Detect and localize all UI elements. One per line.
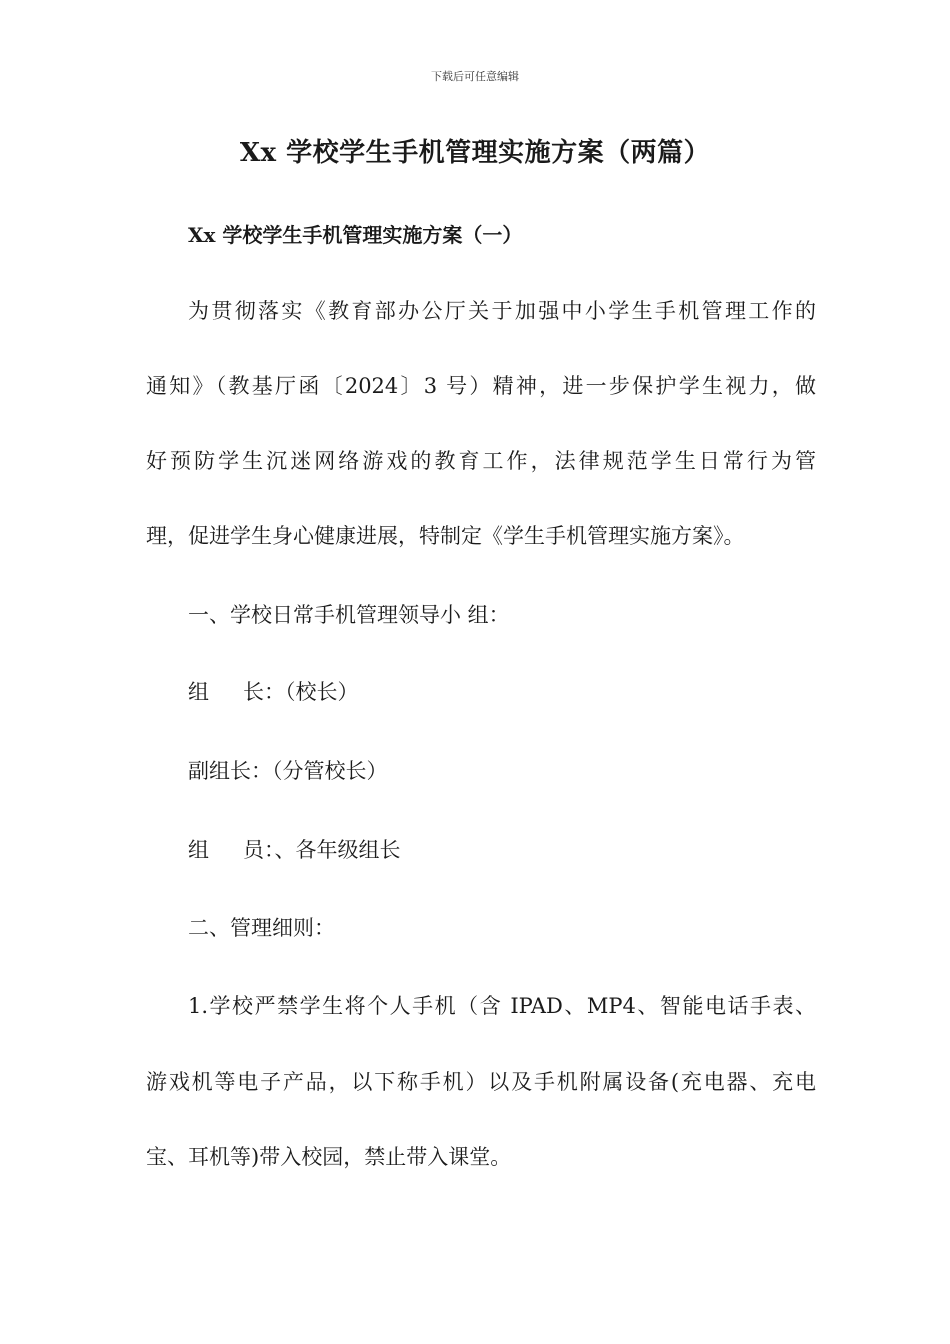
member-label-b: 员：、各年级组长 xyxy=(243,838,401,862)
intro-line-3: 好预防学生沉迷网络游戏的教育工作，法律规范学生日常行为管 xyxy=(146,449,816,473)
leader-label-a: 组 xyxy=(188,680,209,704)
header-note: 下载后可任意编辑 xyxy=(431,70,519,83)
member-line xyxy=(188,835,816,865)
section1-heading: 一、学校日常手机管理领导小 组： xyxy=(188,603,510,627)
intro-line-2: 通知》（教基厅函〔2024〕3 号）精神，进一步保护学生视力，做 xyxy=(146,374,816,398)
member-label-a: 组 xyxy=(188,838,209,862)
leader-label-b: 长：（校长） xyxy=(243,680,359,704)
rule1-line-3: 宝、耳机等)带入校园，禁止带入课堂。 xyxy=(146,1145,512,1169)
deputy-leader-line: 副组长：（分管校长） xyxy=(188,759,388,783)
section-title: Xx 学校学生手机管理实施方案（一） xyxy=(188,223,523,247)
intro-line-4: 理，促进学生身心健康进展，特制定《学生手机管理实施方案》。 xyxy=(146,524,745,548)
leader-line xyxy=(188,677,816,707)
section2-heading: 二、管理细则： xyxy=(188,916,335,940)
rule1-line-1: 1.学校严禁学生将个人手机（含 IPAD、MP4、智能电话手表、 xyxy=(188,994,816,1018)
rule1-line-2: 游戏机等电子产品，以下称手机）以及手机附属设备(充电器、充电 xyxy=(146,1070,816,1094)
intro-line-1: 为贯彻落实《教育部办公厅关于加强中小学生手机管理工作的 xyxy=(188,299,816,323)
document-title: Xx 学校学生手机管理实施方案（两篇） xyxy=(239,138,711,168)
